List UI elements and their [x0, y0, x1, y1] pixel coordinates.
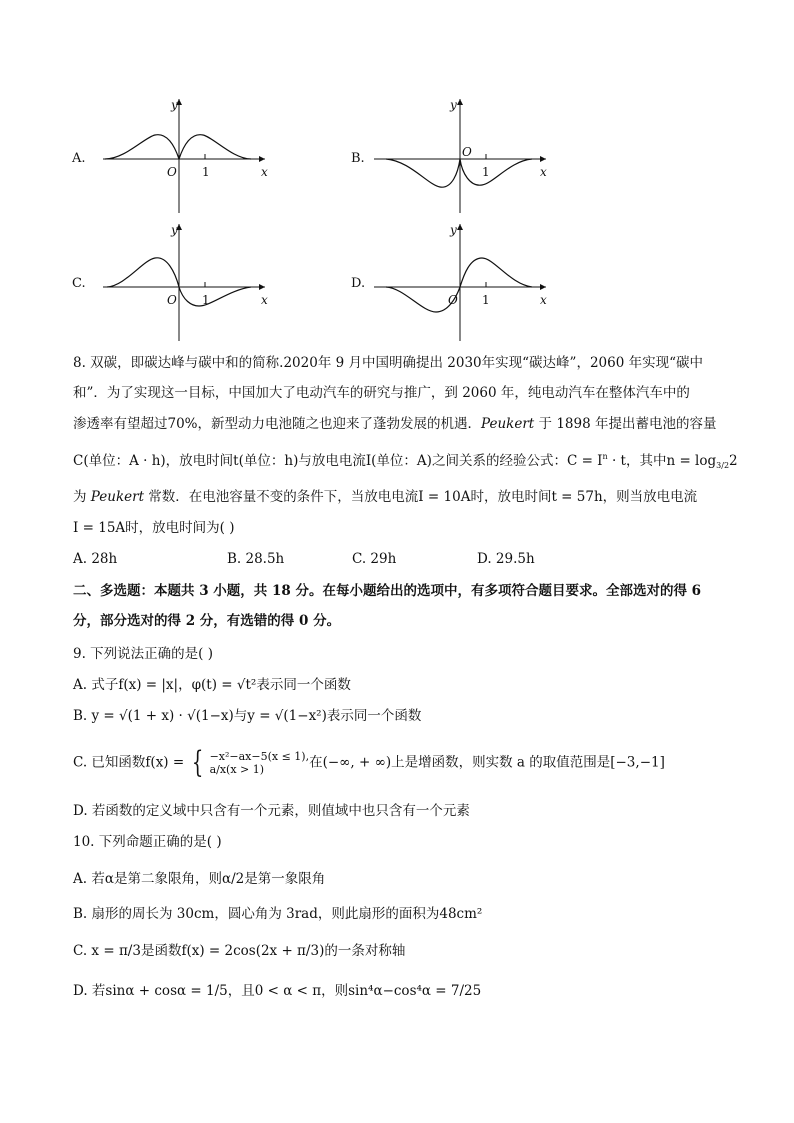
graph-a[interactable] — [95, 95, 275, 220]
graph-b[interactable] — [370, 95, 550, 220]
origin-label: O — [448, 293, 458, 307]
q10-stem: 10. 下列命题正确的是( ) — [73, 834, 222, 850]
graph-c[interactable] — [95, 220, 275, 345]
q8-line-2: 和”．为了实现这一目标，中国加大了电动汽车的研究与推广，到 2060 年，纯电动汽车在整体汽车中的 — [73, 385, 690, 401]
x-axis-label: x — [261, 293, 268, 307]
q10-option-a[interactable]: A. 若α是第二象限角，则α/2是第一象限角 — [73, 871, 326, 887]
x-axis-label: x — [540, 165, 547, 179]
choice-b[interactable]: B. 28.5h — [227, 551, 285, 567]
y-axis-label: y — [171, 223, 178, 237]
q10-option-b[interactable]: B. 扇形的周长为 30cm，圆心角为 3rad，则此扇形的面积为48cm² — [73, 906, 483, 922]
option-a-label[interactable]: A. — [72, 151, 86, 166]
q9-option-d[interactable]: D. 若函数的定义域中只含有一个元素，则值域中也只含有一个元素 — [73, 803, 470, 819]
choice-d[interactable]: D. 29.5h — [477, 551, 535, 567]
tick-label: 1 — [202, 293, 210, 307]
section-2-line-2: 分，部分选对的得 2 分，有选错的得 0 分。 — [73, 613, 341, 629]
q10-option-c[interactable]: C. x = π/3是函数f(x) = 2cos(2x + π/3)的一条对称轴 — [73, 943, 406, 959]
q8-line-3: 渗透率有望超过70%，新型动力电池随之也迎来了蓬勃发展的机遇．Peukert 于 1898 年提出蓄电池的容量 — [73, 416, 717, 432]
y-axis-label: y — [450, 223, 457, 237]
tick-label: 1 — [202, 165, 210, 179]
brace-icon: { — [192, 745, 204, 780]
y-axis-label: y — [450, 98, 457, 112]
x-axis-label: x — [261, 165, 268, 179]
tick-label: 1 — [482, 293, 490, 307]
origin-label: O — [167, 293, 177, 307]
graph-d[interactable] — [370, 220, 550, 345]
origin-label: O — [462, 145, 472, 159]
q8-line-4: C(单位：A · h)，放电时间t(单位：h)与放电电流I(单位：A)之间关系的经验公式：$C = I^n \cdot t$，其中$n = \log_{3/2}2$ — [73, 452, 738, 470]
q9-option-a[interactable]: A. 式子f(x) = |x|，φ(t) = √t²表示同一个函数 — [73, 677, 351, 693]
section-2-line-1: 二、多选题：本题共 3 小题，共 18 分。在每小题给出的选项中，有多项符合题目要求。全部选对的得 6 — [73, 583, 702, 599]
section-2-title: 二、多选题： — [73, 583, 154, 599]
choice-a[interactable]: A. 28h — [73, 551, 118, 567]
choice-c[interactable]: C. 29h — [352, 551, 397, 567]
q8-line-6: I = 15A时，放电时间为( ) — [73, 520, 235, 536]
q8-line-1: 8. 双碳，即碳达峰与碳中和的简称.2020年 9 月中国明确提出 2030年实现“碳达峰”，2060 年实现“碳中 — [73, 355, 703, 371]
x-axis-label: x — [540, 293, 547, 307]
origin-label: O — [167, 165, 177, 179]
y-axis-label: y — [171, 98, 178, 112]
q9-option-b[interactable]: B. y = √(1 + x) · √(1−x)与y = √(1−x²)表示同一个函数 — [73, 708, 422, 724]
q8-line-5: 为 Peukert 常数．在电池容量不变的条件下，当放电电流I = 10A时，放电时间t = 57h，则当放电电流 — [73, 489, 698, 505]
option-d-label[interactable]: D. — [351, 276, 366, 291]
q10-option-d[interactable]: D. 若sinα + cosα = 1/5，且0 < α < π，则sin⁴α−cos⁴α = 7/25 — [73, 983, 482, 999]
option-c-label[interactable]: C. — [72, 276, 86, 291]
option-b-label[interactable]: B. — [351, 151, 365, 166]
q9-option-c[interactable]: C. 已知函数f(x) = { −x²−ax−5(x ≤ 1), a/x(x > 1) 在(−∞, + ∞)上是增函数，则实数 a 的取值范围是[−3,−1] — [73, 745, 665, 780]
q9-stem: 9. 下列说法正确的是( ) — [73, 646, 213, 662]
tick-label: 1 — [482, 165, 490, 179]
